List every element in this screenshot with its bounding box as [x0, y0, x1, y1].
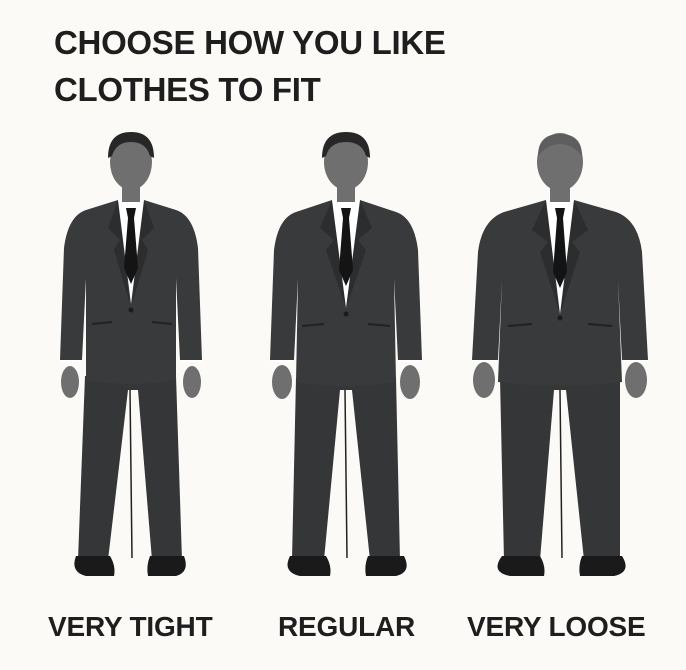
option-label-very-tight[interactable]: VERY TIGHT — [48, 611, 213, 642]
page-title — [54, 19, 534, 113]
page-title-line-2: CLOTHES TO FIT — [54, 71, 321, 108]
regular-suit-figure-icon — [258, 128, 436, 588]
page-title-line-1: CHOOSE HOW YOU LIKE — [54, 24, 446, 61]
loose-suit-figure-icon — [460, 128, 660, 588]
option-label-very-loose[interactable]: VERY LOOSE — [467, 611, 646, 642]
option-label-regular[interactable]: REGULAR — [278, 611, 416, 642]
slim-suit-figure-icon — [48, 128, 218, 588]
